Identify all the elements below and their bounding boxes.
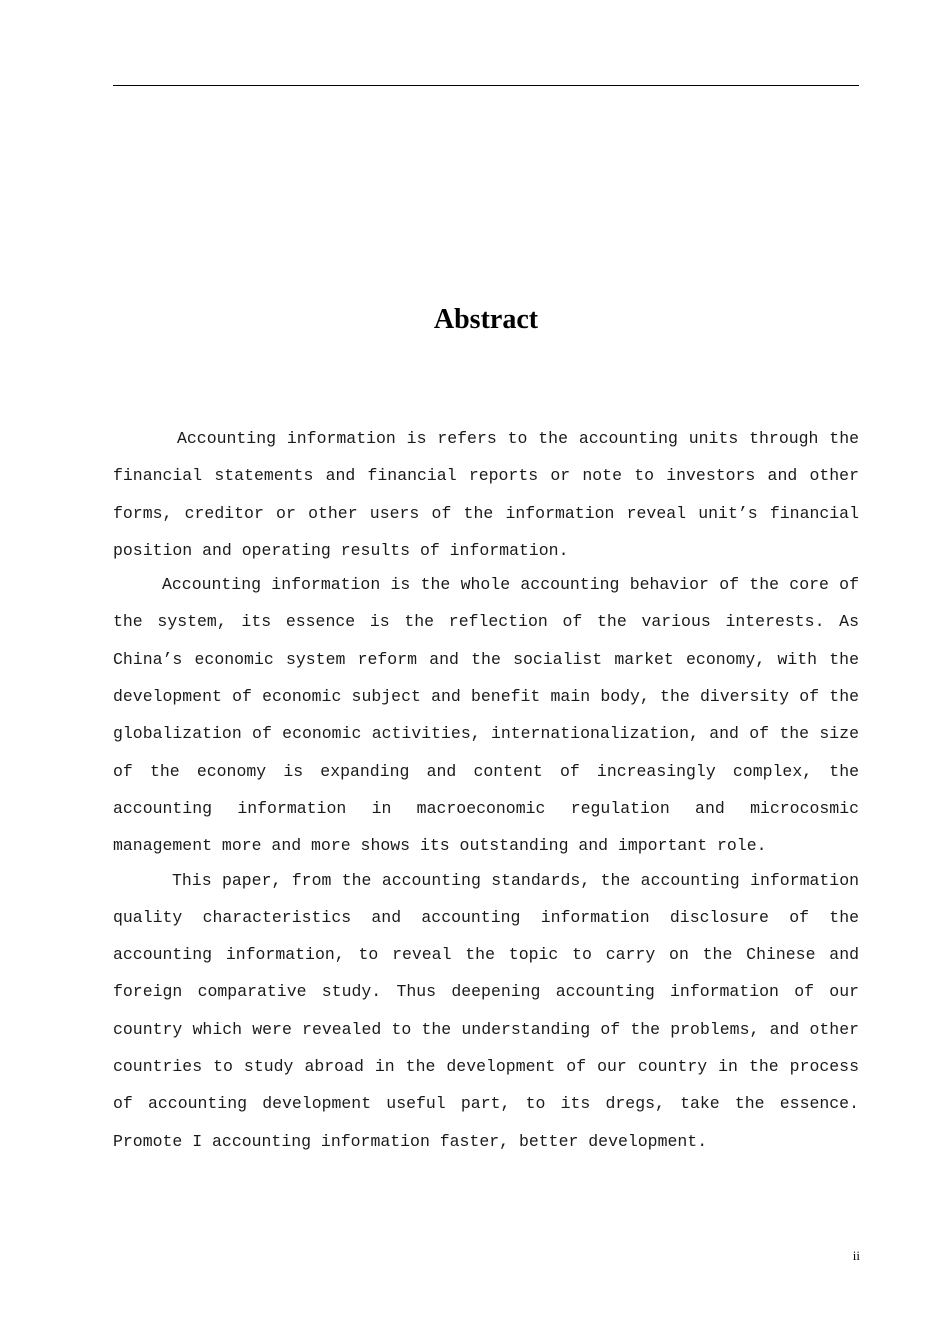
header-rule xyxy=(113,85,859,86)
page-number: ii xyxy=(852,1248,860,1263)
page-title: Abstract xyxy=(433,304,539,335)
abstract-paragraph-1: Accounting information is refers to the accounting units through the financial statements and financial reports or note to investors and other forms, creditor or other users of the information reveal unit’s financial position and operating results of information. xyxy=(113,429,859,560)
abstract-paragraph-3: This paper, from the accounting standards, the accounting information quality characteristics and accounting information disclosure of the accounting information, to reveal the topic to carry on the Chinese and foreign comparative study. Thus deepening accounting information of our country which were revealed to the understanding of the problems, and other countries to study abroad in the development of our country in the process of accounting development useful part, to its dregs, take the essence. Promote I accounting information faster, better development. xyxy=(113,870,859,1151)
abstract-paragraph-2: Accounting information is the whole accounting behavior of the core of the system, its essence is the reflection of the various interests. As China’s economic system reform and the socialist market economy, with the development of economic subject and benefit main body, the diversity of the globalization of economic activities, internationalization, and of the size of the economy is expanding and content of increasingly complex, the accounting information in macroeconomic regulation and microcosmic management more and more shows its outstanding and important role. xyxy=(113,575,859,856)
abstract-body xyxy=(113,420,859,1160)
